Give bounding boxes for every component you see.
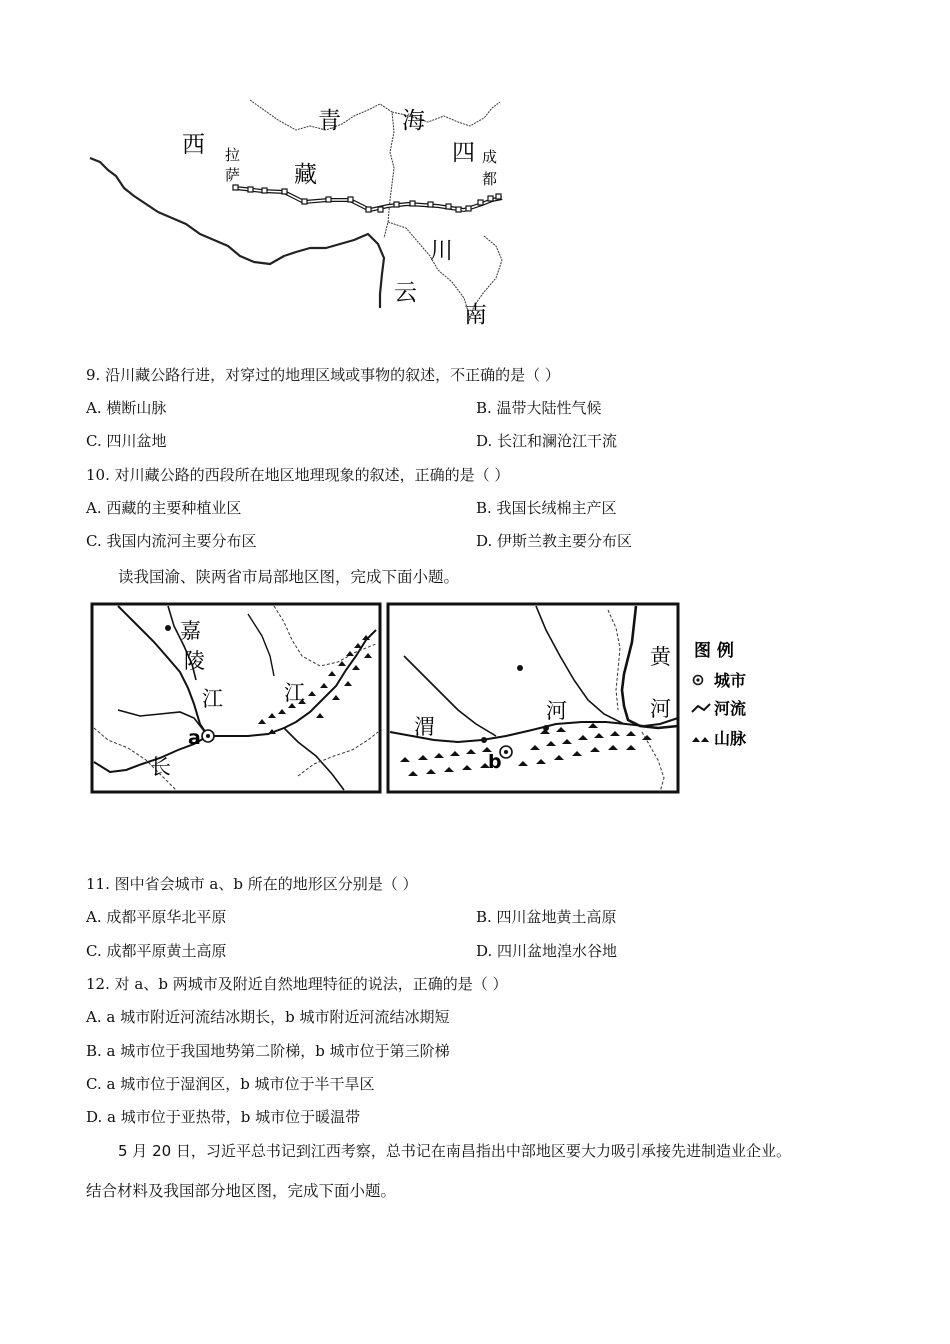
question-9-option-b: B. 温带大陆性气候 <box>476 399 602 417</box>
question-9-stem: 9. 沿川藏公路行进，对穿过的地理区域或事物的叙述，不正确的是（ ） <box>86 366 560 384</box>
question-9-option-a: A. 横断山脉 <box>86 399 167 417</box>
legend-title: 图 例 <box>694 641 734 661</box>
label-chang: 长 <box>150 755 171 779</box>
question-9-option-d: D. 长江和澜沧江干流 <box>476 432 618 450</box>
map-sichuan-tibet-highway <box>88 96 508 331</box>
label-chengdu-1: 成 <box>482 148 498 166</box>
question-9-option-c: C. 四川盆地 <box>86 432 167 450</box>
question-10-option-a: A. 西藏的主要种植业区 <box>86 499 242 517</box>
question-12-stem: 12. 对 a、b 两城市及附近自然地理特征的说法，正确的是（ ） <box>86 975 508 993</box>
label-wei: 渭 <box>414 715 435 739</box>
label-lasa-1: 拉 <box>225 146 241 164</box>
label-qinghai-1: 青 <box>318 108 341 134</box>
label-he-1: 河 <box>546 699 567 723</box>
label-xizang-1: 西 <box>182 132 205 158</box>
yangtze-river <box>94 630 376 772</box>
question-10-option-c: C. 我国内流河主要分布区 <box>86 532 257 550</box>
label-jiang-2: 江 <box>284 681 305 705</box>
label-xizang-2: 藏 <box>294 162 317 188</box>
question-10-stem: 10. 对川藏公路的西段所在地区地理现象的叙述，正确的是（ ） <box>86 466 510 484</box>
map-legend <box>692 640 747 748</box>
question-12-option-b: B. a 城市位于我国地势第二阶梯，b 城市位于第三阶梯 <box>86 1042 450 1060</box>
label-jia: 嘉 <box>180 619 201 643</box>
map-chongqing-shaanxi <box>88 600 768 798</box>
label-sichuan-1: 四 <box>452 140 475 166</box>
label-city-a: a <box>188 727 201 749</box>
label-he-2: 河 <box>650 697 671 721</box>
label-huang: 黄 <box>650 645 671 669</box>
question-12-option-a: A. a 城市附近河流结冰期长，b 城市附近河流结冰期短 <box>86 1008 450 1026</box>
question-11-option-b: B. 四川盆地黄土高原 <box>476 908 617 926</box>
label-city-b: b <box>488 751 502 773</box>
intro-jiangxi-line2: 结合材料及我国部分地区图，完成下面小题。 <box>86 1182 397 1200</box>
label-lasa-2: 萨 <box>225 166 241 184</box>
question-10-option-b: B. 我国长绒棉主产区 <box>476 499 617 517</box>
legend-river-label: 河流 <box>714 699 747 718</box>
label-yunnan-1: 云 <box>394 280 417 306</box>
label-sichuan-2: 川 <box>430 238 453 264</box>
legend-mountain-icon <box>692 737 709 742</box>
label-chengdu-2: 都 <box>482 170 498 188</box>
label-qinghai-2: 海 <box>402 108 425 134</box>
legend-city-label: 城市 <box>714 671 747 690</box>
question-11-option-c: C. 成都平原黄土高原 <box>86 942 227 960</box>
question-11-stem: 11. 图中省会城市 a、b 所在的地形区分别是（ ） <box>86 875 418 893</box>
question-10-option-d: D. 伊斯兰教主要分布区 <box>476 532 633 550</box>
question-11-option-a: A. 成都平原华北平原 <box>86 908 227 926</box>
intro-jiangxi-line1: 5 月 20 日，习近平总书记到江西考察，总书记在南昌指出中部地区要大力吸引承接先进制造业企业。 <box>118 1142 791 1160</box>
legend-river-icon <box>692 704 710 712</box>
label-yunnan-2: 南 <box>464 302 487 328</box>
question-12-option-d: D. a 城市位于亚热带，b 城市位于暖温带 <box>86 1108 361 1126</box>
label-ling: 陵 <box>184 649 205 673</box>
left-mountains <box>258 635 372 734</box>
right-map-frame <box>388 604 678 792</box>
legend-mountain-label: 山脉 <box>714 729 747 748</box>
question-11-option-d: D. 四川盆地湟水谷地 <box>476 942 618 960</box>
label-jiang-1: 江 <box>202 687 223 711</box>
intro-chongqing-shaanxi: 读我国渝、陕两省市局部地区图，完成下面小题。 <box>118 568 460 586</box>
question-12-option-c: C. a 城市位于湿润区，b 城市位于半干旱区 <box>86 1075 375 1093</box>
